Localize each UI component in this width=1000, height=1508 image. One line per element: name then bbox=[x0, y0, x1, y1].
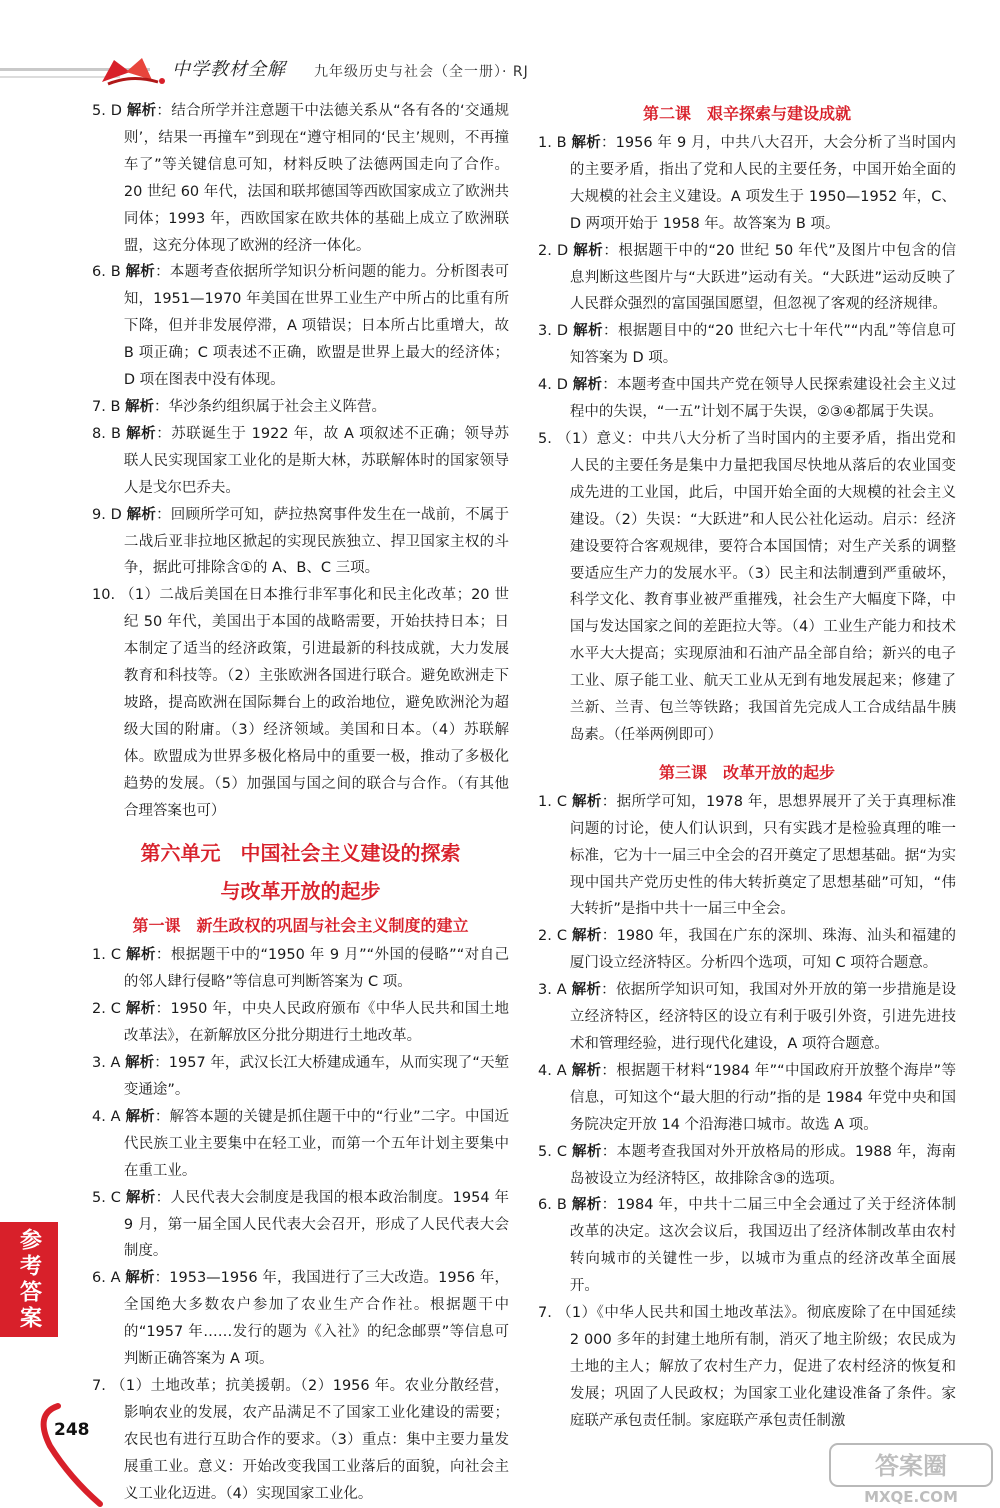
answer-item bbox=[92, 582, 509, 824]
watermark-logo bbox=[826, 1440, 996, 1508]
answer-item bbox=[92, 502, 509, 583]
answer-item bbox=[92, 1050, 509, 1104]
answer-text: ：苏联诞生于 1922 年，故 A 项叙述不正确；领导苏联人民实现国家工业化的是斯大林，苏联解体时的国家领导人是戈尔巴乔夫。 bbox=[123, 425, 509, 496]
answer-number: 5. C bbox=[92, 1189, 121, 1206]
answer-number: 1. C bbox=[538, 793, 567, 810]
answer-number: 8. B bbox=[92, 425, 121, 442]
page-corner-decoration-icon bbox=[30, 1400, 120, 1508]
answer-text: ：据所学可知，1978 年，思想界展开了关于真理标准问题的讨论，使人们认识到，只有实践才是检验真理的唯一标准，它为十一届三中全会的召开奠定了思想基础。据“为实现中国共产党历史性的伟大转折奠定了思想基础”可知，“伟大转折”是指中共十一届三中全会。 bbox=[569, 793, 957, 918]
answer-number: 3. A bbox=[538, 982, 567, 999]
unit-title bbox=[92, 834, 509, 910]
answer-number: 3. D bbox=[538, 323, 569, 340]
answer-number: 5. C bbox=[538, 1143, 567, 1160]
answer-text: ：1984 年，中共十二届三中全会通过了关于经济体制改革的决定。这次会议后，我国迈出了经济体制改革由农村转向城市的关键性一步，以城市为重点的经济改革全面展开。 bbox=[569, 1197, 957, 1295]
answer-item bbox=[538, 318, 956, 372]
analysis-label: 解析 bbox=[572, 377, 603, 394]
unit-title-line: 第六单元 中国社会主义建设的探索 bbox=[140, 841, 461, 866]
analysis-label: 解析 bbox=[126, 103, 157, 119]
answer-item bbox=[538, 1192, 956, 1300]
answer-number: 5. D bbox=[92, 103, 122, 119]
answer-text: （1）二战后美国在日本推行非军事化和民主化改革；20 世纪 50 年代，美国出于本国的战略需要，开始扶持日本；日本制定了适当的经济政策，引进最新的科技成就，大力发展教育和科技等。（2）主张欧洲各国进行联合。避免欧洲走下坡路，提高欧洲在国际舞台上的政治地位，避免欧洲沦为超级大国的附庸。（3）经济领域。美国和日本。（4）苏联解体。欧盟成为世界多极化格局中的重要一极，推动了多极化趋势的发展。（5）加强国与国之间的联合与合作。（有其他合理答案也可） bbox=[120, 587, 509, 819]
answer-item bbox=[92, 942, 509, 996]
answer-item bbox=[538, 238, 956, 319]
answer-text: ：华沙条约组织属于社会主义阵营。 bbox=[154, 398, 387, 415]
answer-list bbox=[92, 98, 509, 824]
header-brand: 中学教材全解 bbox=[172, 59, 286, 80]
answer-item bbox=[538, 789, 956, 924]
answer-number: 7. bbox=[538, 1305, 552, 1322]
answer-text: ：根据题干材料“1984 年”“中国政府开放整个海岸”等信息，可知这个“最大胆的行动”指的是 1984 年党中央和国务院决定开放 14 个沿海港口城市。故选 A 项。 bbox=[569, 1062, 956, 1133]
answer-text: ：回顾所学可知，萨拉热窝事件发生在一战前，不属于二战后亚非拉地区掀起的实现民族独立、捍卫国家主权的斗争，据此可排除含①的 A、B、C 三项。 bbox=[123, 506, 510, 577]
answer-item bbox=[92, 259, 509, 394]
analysis-label: 解析 bbox=[125, 1055, 155, 1072]
answer-item bbox=[92, 1265, 509, 1373]
answer-item bbox=[92, 98, 509, 259]
answer-text: ：1956 年 9 月，中共八大召开，大会分析了当时国内的主要矛盾，指出了党和人民的主要任务，中国开始全面的大规模的社会主义建设。A 项发生于 1950—1952 年，C、D 两项开始于 1958 年。故答案为 B 项。 bbox=[569, 135, 956, 232]
answer-text: ：依据所学知识可知，我国对外开放的第一步措施是设立经济特区，经济特区的设立有利于吸引外资，引进先进技术和管理经验，进行现代化建设，A 项符合题意。 bbox=[569, 982, 956, 1052]
answer-number: 6. B bbox=[92, 264, 121, 281]
answer-item bbox=[92, 1185, 509, 1266]
page-header bbox=[0, 0, 1000, 92]
answer-text: （1）意义：中共八大分析了当时国内的主要矛盾，指出党和人民的主要任务是集中力量把我国尽快地从落后的农业国变成先进的工业国，此后，中国开始全面的大规模的社会主义建设。（2）失误：“大跃进”和人民公社化运动。启示：经济建设要符合客观规律，要符合本国国情；对生产关系的调整要适应生产力的发展水平。（3）民主和法制遭到严重破坏，科学文化、教育事业被严重摧残，社会生产大幅度下降，中国与发达国家之间的差距拉大等。（4）工业生产能力和技术水平大大提高；实现原油和石油产品全部自给；新兴的电子工业、原子能工业、航天工业从无到有地发展起来；修建了兰新、兰青、包兰等铁路；我国首先完成人工合成结晶牛胰岛素。（任举两例即可） bbox=[556, 430, 956, 743]
analysis-label: 解析 bbox=[125, 398, 155, 415]
answer-item bbox=[538, 1058, 956, 1139]
analysis-label: 解析 bbox=[126, 947, 156, 964]
analysis-label: 解析 bbox=[125, 1108, 155, 1125]
answer-number: 1. B bbox=[538, 135, 567, 151]
page-number: 248 bbox=[54, 1420, 90, 1440]
svg-text:MXQE.COM: MXQE.COM bbox=[864, 1488, 958, 1506]
analysis-label: 解析 bbox=[571, 793, 602, 810]
analysis-label: 解析 bbox=[571, 135, 601, 151]
answer-text: ：1950 年，中央人民政府颁布《中华人民共和国土地改革法》，在新解放区分批分期进行土地改革。 bbox=[123, 1001, 510, 1045]
analysis-label: 解析 bbox=[573, 242, 604, 259]
answer-number: 2. C bbox=[92, 1001, 121, 1018]
answer-number: 10. bbox=[92, 587, 116, 604]
analysis-label: 解析 bbox=[125, 1270, 155, 1287]
answer-text: ：本题考查依据所学知识分析问题的能力。分析图表可知，1951—1970 年美国在世界工业生产中所占的比重有所下降，但并非发展停滞，A 项错误；日本所占比重增大，故 B 项正确；C 项表述不正确，欧盟是世界上最大的经济体；D 项在图表中没有体现。 bbox=[123, 264, 510, 389]
answer-item bbox=[538, 1139, 956, 1193]
analysis-label: 解析 bbox=[571, 928, 602, 945]
answer-text: ：结合所学并注意题干中法德关系从“各有各的‘交通规则’，结果一再撞车”到现在“遵守相同的‘民主’规则，不再撞车了”等关键信息可知，材料反映了法德两国走向了合作。20 世纪 60 年代，法国和联邦德国等西欧国家成立了欧洲共同体；1993 年，西欧国家在欧共体的基础上成立了欧洲联盟，这充分体现了欧洲的经济一体化。 bbox=[123, 103, 510, 254]
answer-text: （1）《中华人民共和国土地改革法》。彻底废除了在中国延续 2 000 多年的封建土地所有制，消灭了地主阶级；农民成为土地的主人；解放了农村生产力，促进了农村经济的恢复和发展；巩固了人民政权；为国家工业化建设准备了条件。家庭联产承包责任制。家庭联产承包责任制激 bbox=[556, 1305, 956, 1429]
answer-text: ：1957 年，武汉长江大桥建成通车，从而实现了“天堑变通途”。 bbox=[123, 1055, 509, 1098]
header-subtitle: 九年级历史与社会（全一册）· RJ bbox=[314, 64, 529, 80]
answer-number: 1. C bbox=[92, 947, 121, 964]
analysis-label: 解析 bbox=[126, 425, 157, 442]
answer-number: 6. B bbox=[538, 1197, 567, 1214]
analysis-label: 解析 bbox=[125, 264, 156, 281]
answer-text: ：本题考查中国共产党在领导人民探索建设社会主义过程中的失误，“一五”计划不属于失误，②③④都属于失误。 bbox=[569, 377, 957, 421]
answer-number: 3. A bbox=[92, 1055, 121, 1072]
answer-text: ：根据题干中的“1950 年 9 月”“外国的侵略”“对自己的邻人肆行侵略”等信息可判断答案为 C 项。 bbox=[123, 947, 510, 991]
answer-text: ：解答本题的关键是抓住题干中的“行业”二字。中国近代民族工业主要集中在轻工业，而第一个五年计划主要集中在重工业。 bbox=[123, 1108, 510, 1179]
answer-text: （1）土地改革；抗美援朝。（2）1956 年。农业分散经营，影响农业的发展，农产品满足不了国家工业化建设的需要；农民也有进行互助合作的要求。（3）重点：集中主要力量发展重工业。意义：开始改变我国工业落后的面貌，向社会主义工业化迈进。（4）实现国家工业化。 bbox=[110, 1377, 510, 1502]
lesson-title: 第二课 艰辛探索与建设成就 bbox=[642, 104, 851, 123]
answer-number: 5. bbox=[538, 430, 552, 447]
analysis-label: 解析 bbox=[571, 1197, 602, 1214]
answer-item bbox=[92, 996, 509, 1050]
analysis-label: 解析 bbox=[126, 506, 157, 523]
unit-title-line: 与改革开放的起步 bbox=[220, 879, 381, 904]
answer-number: 2. C bbox=[538, 928, 567, 945]
answer-number: 7. B bbox=[92, 398, 121, 415]
answer-list bbox=[538, 789, 956, 1435]
answer-number: 4. D bbox=[538, 377, 568, 394]
answer-number: 4. A bbox=[538, 1062, 567, 1079]
section-tab: 参考答案 bbox=[0, 1222, 58, 1337]
answer-text: ：1980 年，我国在广东的深圳、珠海、汕头和福建的厦门设立经济特区。分析四个选项，可知 C 项符合题意。 bbox=[569, 928, 957, 972]
analysis-label: 解析 bbox=[571, 1143, 602, 1160]
answer-number: 9. D bbox=[92, 506, 122, 523]
answer-number: 4. A bbox=[92, 1108, 121, 1125]
svg-text:答案圈: 答案圈 bbox=[875, 1452, 947, 1480]
analysis-label: 解析 bbox=[571, 982, 602, 999]
lesson-title: 第一课 新生政权的巩固与社会主义制度的建立 bbox=[132, 916, 469, 936]
answer-item bbox=[538, 426, 956, 749]
lesson-title: 第三课 改革开放的起步 bbox=[658, 762, 835, 782]
answer-number: 7. bbox=[92, 1377, 106, 1394]
answer-item bbox=[538, 923, 956, 977]
book-logo-icon bbox=[96, 54, 168, 88]
answer-item bbox=[538, 1300, 956, 1435]
left-column bbox=[92, 98, 509, 1508]
analysis-label: 解析 bbox=[125, 1001, 156, 1018]
answer-item bbox=[92, 1104, 509, 1185]
analysis-label: 解析 bbox=[573, 323, 604, 340]
answer-text: ：1953—1956 年，我国进行了三大改造。1956 年，全国绝大多数农户参加了农业生产合作社。根据题干中的“1957 年……发行的题为《入社》的纪念邮票”等信息可判断正确答案为 A 项。 bbox=[123, 1270, 510, 1368]
analysis-label: 解析 bbox=[571, 1062, 602, 1079]
answer-item bbox=[92, 421, 509, 502]
answer-item bbox=[92, 394, 509, 421]
answer-list bbox=[538, 130, 956, 749]
answer-number: 2. D bbox=[538, 242, 569, 259]
answer-item bbox=[538, 130, 956, 238]
answer-list bbox=[92, 942, 509, 1507]
answer-text: ：本题考查我国对外开放格局的形成。1988 年，海南岛被设立为经济特区，故排除含③的选项。 bbox=[569, 1143, 957, 1187]
answer-text: ：人民代表大会制度是我国的根本政治制度。1954 年 9 月，第一届全国人民代表大会召开，形成了人民代表大会制度。 bbox=[123, 1189, 510, 1260]
right-column bbox=[538, 98, 956, 1435]
analysis-label: 解析 bbox=[125, 1189, 156, 1206]
answer-item bbox=[538, 372, 956, 426]
answer-text: ：根据题干中的“20 世纪 50 年代”及图片中包含的信息判断这些图片与“大跃进”运动有关。“大跃进”运动反映了人民群众强烈的富国强国愿望，但忽视了客观的经济规律。 bbox=[569, 242, 957, 313]
answer-number: 6. A bbox=[92, 1270, 121, 1287]
answer-item bbox=[538, 977, 956, 1058]
answer-text: ：根据题目中的“20 世纪六七十年代”“内乱”等信息可知答案为 D 项。 bbox=[569, 323, 957, 367]
answer-item bbox=[92, 1373, 509, 1508]
